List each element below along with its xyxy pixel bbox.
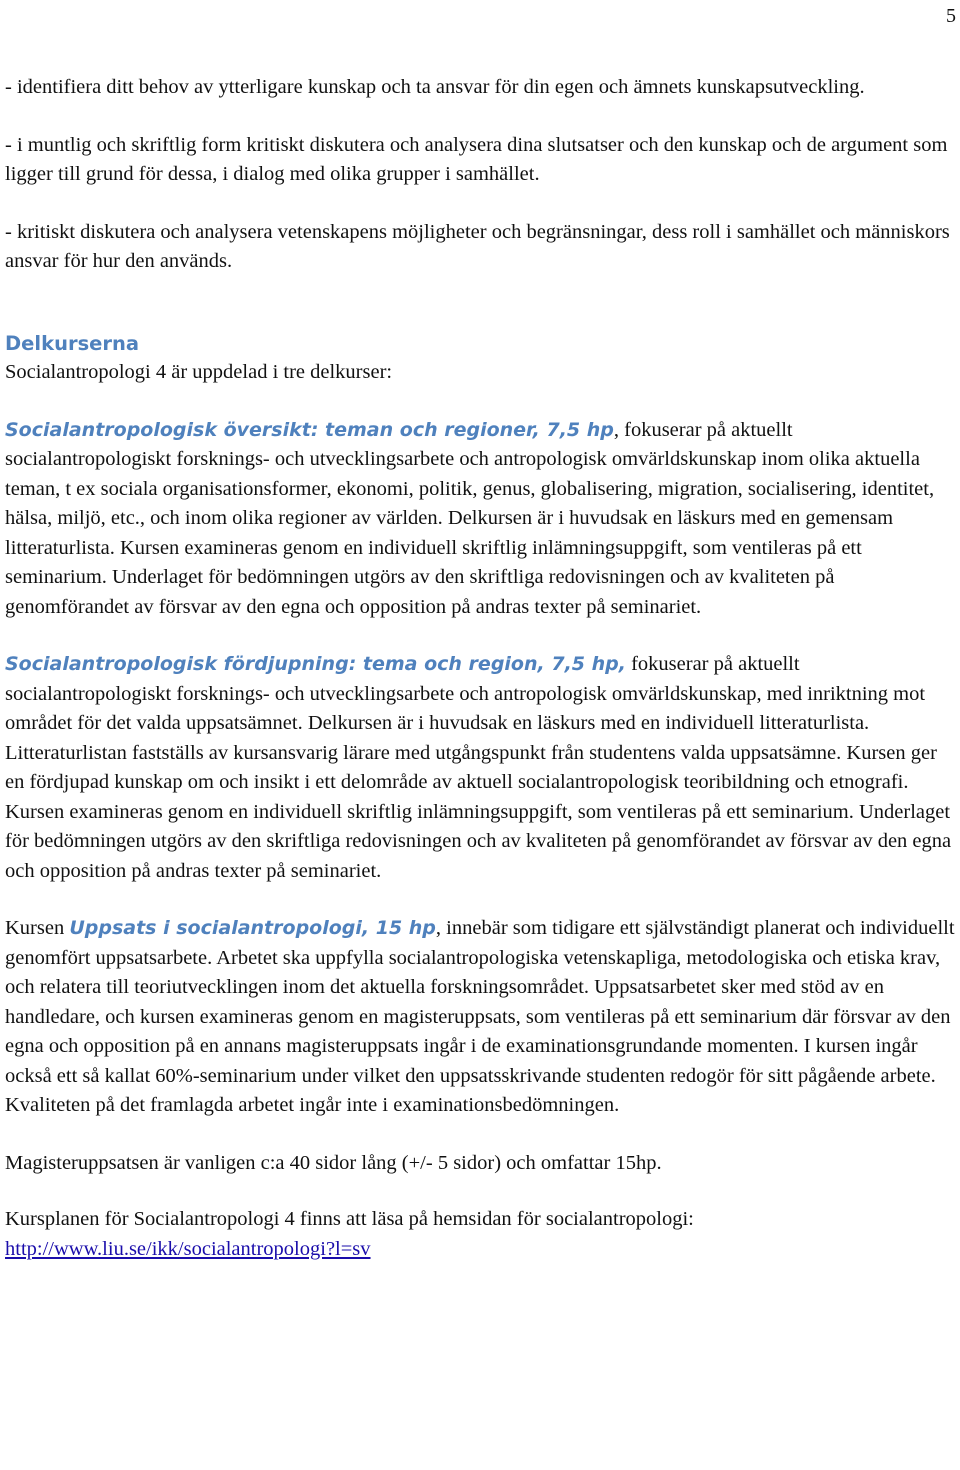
course-title: Socialantropologisk fördjupning: tema och region, 7,5 hp, — [5, 653, 626, 675]
objective-bullet-2: - i muntlig och skriftlig form kritiskt diskutera och analysera dina slutsatser och den kunskap och de argument som ligger till grund för dessa, i dialog med olika grupper i samhället. — [5, 133, 948, 185]
course-paragraph-2 — [5, 650, 955, 886]
course-description: fokuserar på aktuellt socialantropologiskt forsknings- och utvecklingsarbete och antropologisk omvärldskunskap, med inriktning mot området för det valda uppsatsämnet. Delkursen är i huvudsak en läskurs med en individuell litteraturlista. Litteraturlistan fastställs av kursansvarig lärare med utgångspunkt från studentens valda uppsatsämne. Kursen ger en fördjupad kunskap om och insikt i ett delområde av aktuell socialantropologisk teoribildning och etnografi. Kursen examineras genom en individuell skriftlig inlämningsuppgift, som ventileras på ett seminarium. Underlaget för bedömningen utgörs av den skriftliga redovisningen och av kvaliteten på genomförandet av försvar av den egna och opposition på andras texter på seminariet. — [5, 653, 952, 882]
course-description: , innebär som tidigare ett självständigt planerat och individuellt genomfört uppsatsarbete. Arbetet ska uppfylla socialantropologiska vetenskapliga, metodologiska och etiska krav, och relatera till teoriutvecklingen inom det aktuella forskningsområdet. Uppsatsarbetet sker med stöd av en handledare, och kursen examineras genom en magisteruppsats, som ventileras på ett seminarium där försvar av den egna och opposition på en annans magisteruppsats ingår i de examinationsgrundande momenten. I kursen ingår också ett så kallat 60%-seminarium under vilket den uppsatsskrivande studenten redogör för sitt pågående arbete. Kvaliteten på det framlagda arbetet ingår inte i examinationsbedömningen. — [5, 917, 955, 1116]
course-website-link[interactable]: http://www.liu.se/ikk/socialantropologi?l=sv — [5, 1237, 371, 1260]
course-description: , fokuserar på aktuellt socialantropologiskt forsknings- och utvecklingsarbete och antropologisk omvärldskunskap inom olika aktuella teman, t ex sociala organisationsformer, ekonomi, politik, genus, globalisering, migration, socialisering, identitet, hälsa, miljö, etc., och inom olika regioner av världen. Delkursen är i huvudsak en läskurs med en gemensam litteraturlista. Kursen examineras genom en individuell skriftlig inlämningsuppgift, som ventileras på ett seminarium. Underlaget för bedömningen utgörs av den skriftliga redovisningen och av kvaliteten på genomförandet av försvar av den egna och opposition på andras texter på seminariet. — [5, 418, 935, 618]
objective-bullet-1: - identifiera ditt behov av ytterligare kunskap och ta ansvar för din egen och ämnets kunskapsutveckling. — [5, 76, 865, 98]
course-paragraph-1 — [5, 416, 955, 623]
section-heading: Delkurserna — [5, 331, 140, 355]
footer-text: Kursplanen för Socialantropologi 4 finns att läsa på hemsidan för socialantropologi: — [5, 1208, 694, 1230]
thesis-length-note: Magisteruppsatsen är vanligen c:a 40 sidor lång (+/- 5 sidor) och omfattar 15hp. — [5, 1151, 662, 1174]
course-prefix: Kursen — [5, 917, 70, 939]
page-number: 5 — [946, 5, 956, 27]
course-paragraph-3 — [5, 914, 955, 1121]
footer-note — [5, 1205, 955, 1264]
objective-bullet-3: - kritiskt diskutera och analysera vetenskapens möjligheter och begränsningar, dess roll i samhället och människors ansvar för hur den används. — [5, 220, 950, 272]
document-body — [5, 73, 955, 1264]
course-title: Uppsats i socialantropologi, 15 hp — [69, 917, 436, 939]
course-title: Socialantropologisk översikt: teman och regioner, 7,5 hp — [5, 418, 614, 441]
section-intro: Socialantropologi 4 är uppdelad i tre delkurser: — [5, 361, 393, 383]
